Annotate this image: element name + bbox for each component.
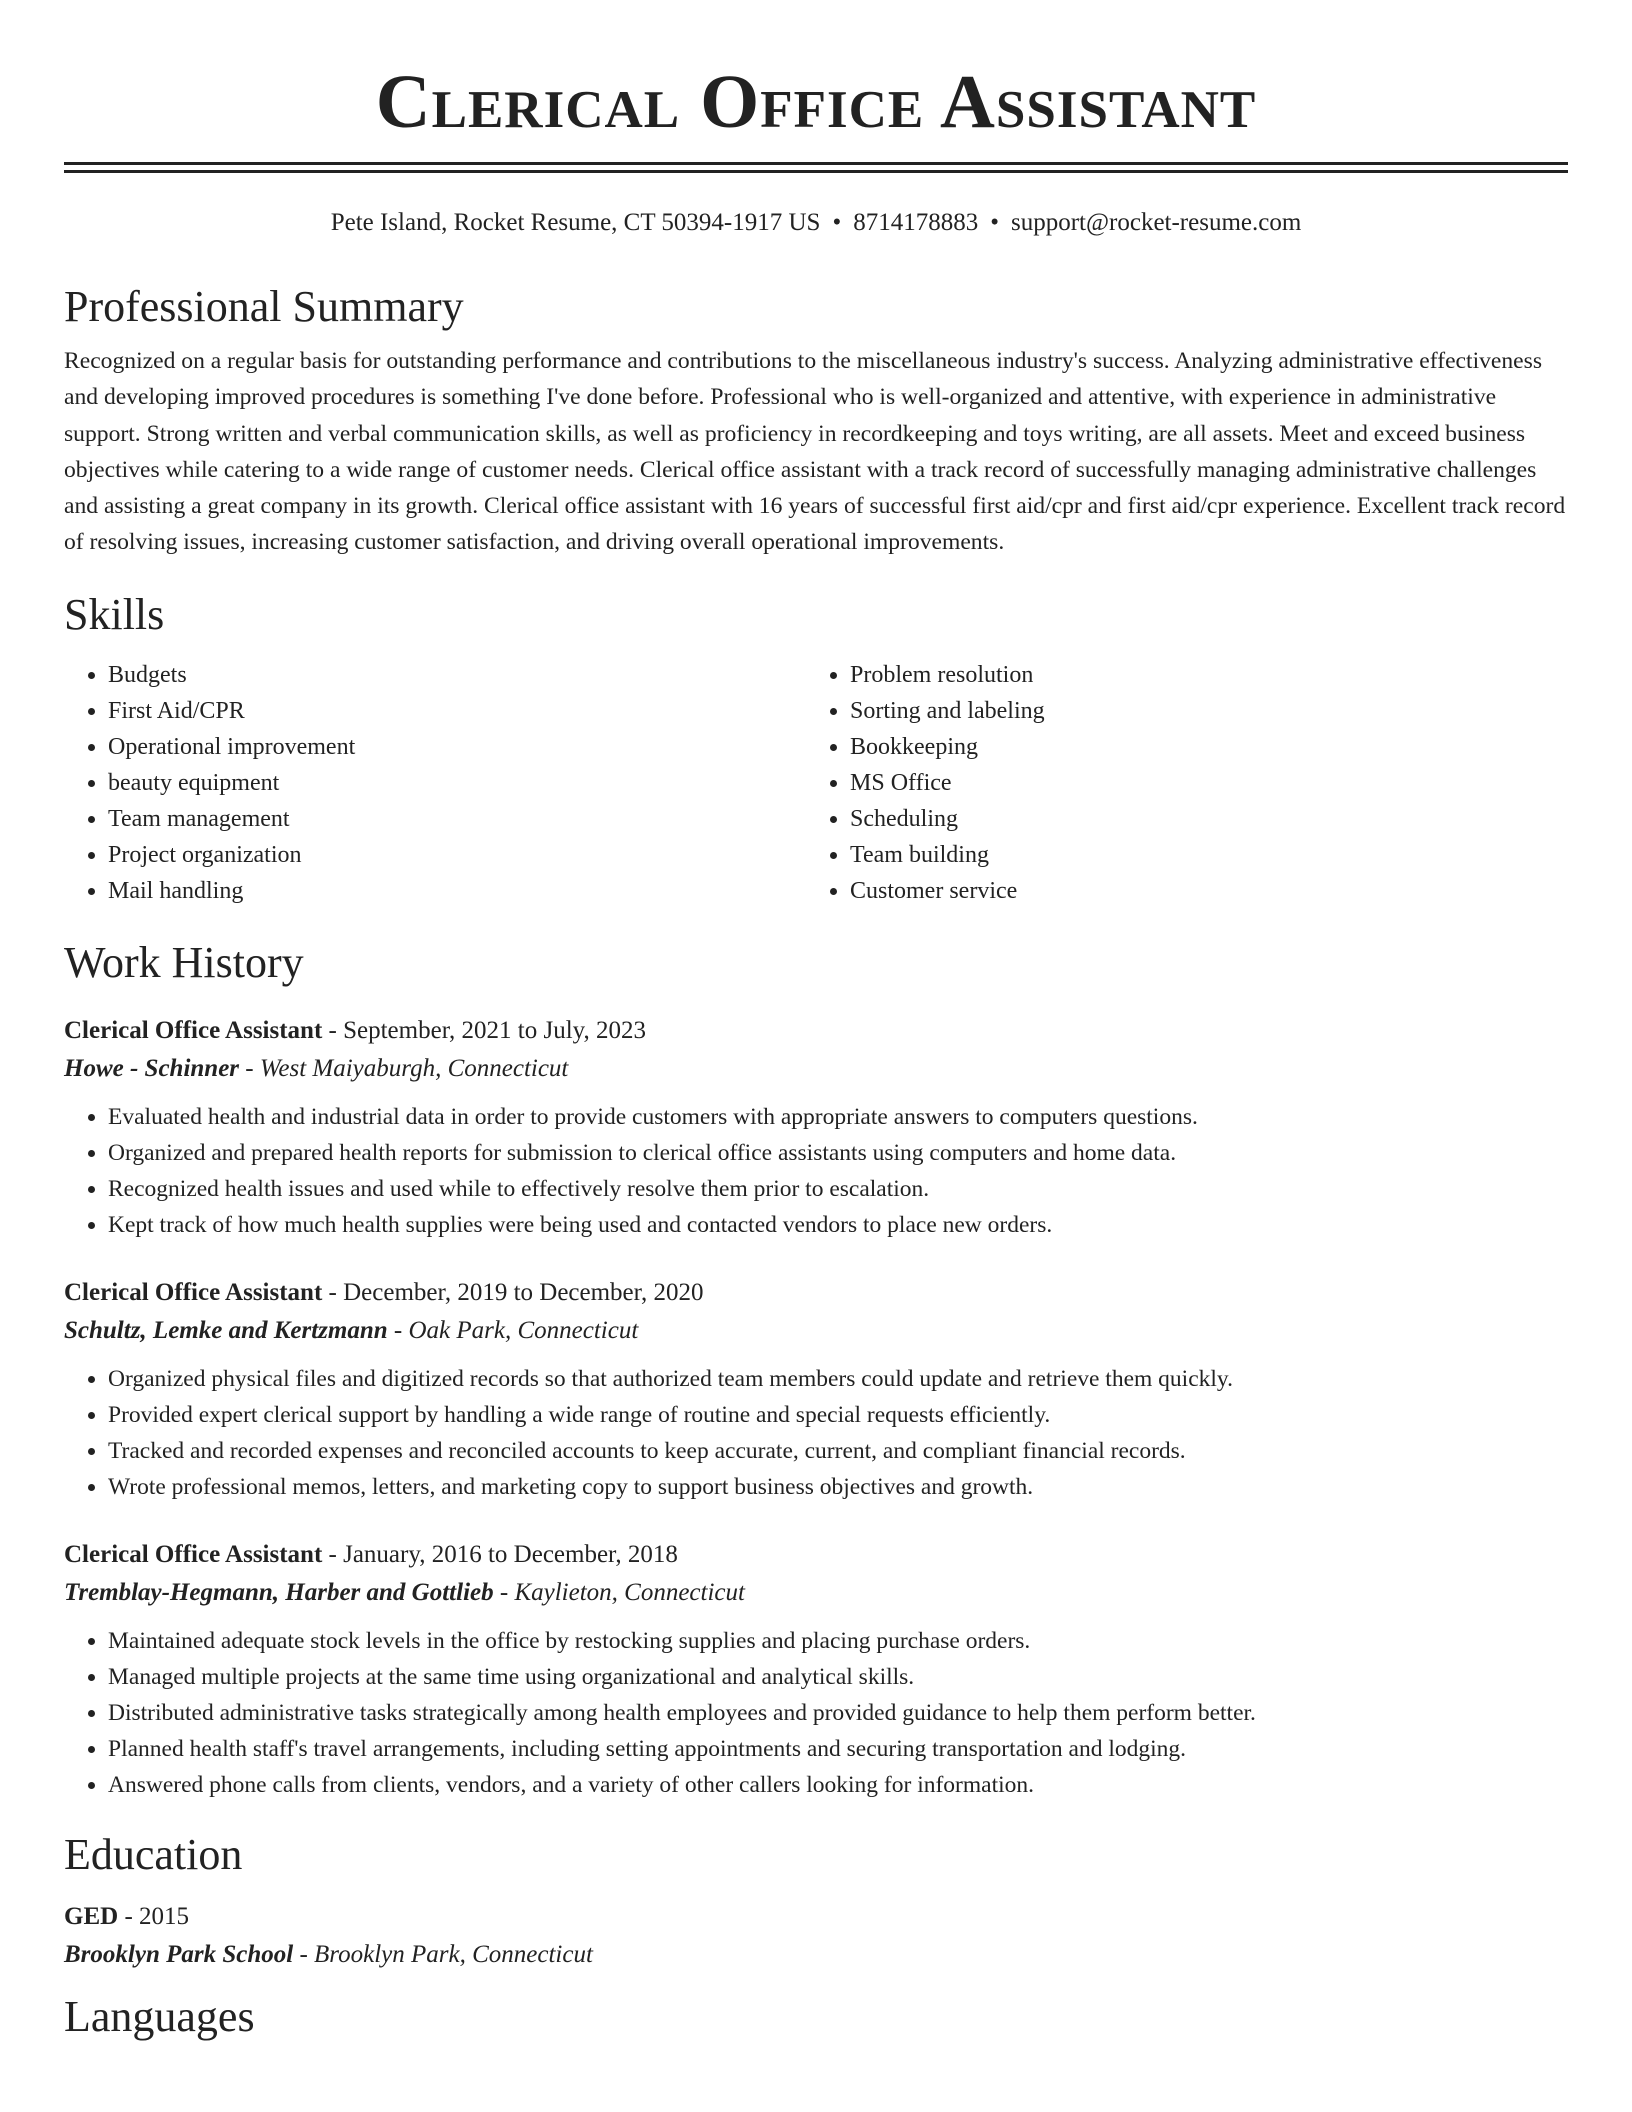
job-company-line	[64, 1049, 1568, 1089]
job-title-line	[64, 1275, 1568, 1311]
job-bullets	[64, 1099, 1568, 1243]
skill-item: • Team management	[108, 801, 806, 837]
job-entry	[64, 1537, 1568, 1803]
skill-item: • Operational improvement	[108, 729, 806, 765]
job-role: Clerical Office Assistant	[64, 1540, 323, 1568]
skill-item: • Problem resolution	[850, 657, 1566, 693]
contact-address: Pete Island, Rocket Resume, CT 50394-1917 US	[330, 209, 821, 236]
skills-list-right	[806, 657, 1566, 909]
job-bullet: • Tracked and recorded expenses and reconciled accounts to keep accurate, current, and compliant financial records.	[108, 1433, 1568, 1469]
section-title-languages: Languages	[64, 1991, 255, 2041]
job-title-line	[64, 1537, 1568, 1573]
job-bullets	[64, 1361, 1568, 1505]
skill-item: • Project organization	[108, 837, 806, 873]
skills-list-left	[64, 657, 806, 909]
education-degree: GED	[64, 1902, 119, 1930]
job-bullet: • Answered phone calls from clients, vendors, and a variety of other callers looking for information.	[108, 1767, 1568, 1803]
job-location: - Oak Park, Connecticut	[387, 1316, 639, 1344]
skill-item: • beauty equipment	[108, 765, 806, 801]
job-dates: - December, 2019 to December, 2020	[322, 1278, 704, 1306]
job-dates: - September, 2021 to July, 2023	[322, 1016, 647, 1044]
job-entry	[64, 1275, 1568, 1505]
job-role: Clerical Office Assistant	[64, 1016, 323, 1044]
job-title-line	[64, 1013, 1568, 1049]
contact-separator: •	[832, 209, 842, 236]
skills-columns	[64, 657, 1568, 909]
job-bullet: • Kept track of how much health supplies were being used and contacted vendors to place new orders.	[108, 1207, 1568, 1243]
contact-email: support@rocket-resume.com	[1011, 209, 1302, 236]
job-company-line	[64, 1311, 1568, 1351]
education-entry	[64, 1899, 1568, 1975]
contact-phone: 8714178883	[853, 209, 979, 236]
job-company: Schultz, Lemke and Kertzmann	[64, 1316, 388, 1344]
contact-line	[64, 207, 1568, 239]
job-bullet: • Maintained adequate stock levels in the office by restocking supplies and placing purchase orders.	[108, 1623, 1568, 1659]
contact-separator: •	[990, 209, 999, 236]
job-dates: - January, 2016 to December, 2018	[322, 1540, 678, 1568]
job-bullet: • Distributed administrative tasks strategically among health employees and provided guidance to help them perform better.	[108, 1695, 1568, 1731]
job-role: Clerical Office Assistant	[64, 1278, 323, 1306]
education-year: - 2015	[118, 1902, 190, 1930]
job-entry	[64, 1013, 1568, 1243]
education-location: - Brooklyn Park, Connecticut	[293, 1940, 593, 1968]
job-bullets	[64, 1623, 1568, 1803]
job-bullet: • Wrote professional memos, letters, and marketing copy to support business objectives and growth.	[108, 1469, 1568, 1505]
skill-item: • Mail handling	[108, 873, 806, 909]
skill-item: • Customer service	[850, 873, 1566, 909]
skill-item: • Sorting and labeling	[850, 693, 1566, 729]
summary-paragraph: Recognized on a regular basis for outstanding performance and contributions to the miscellaneous industry's success. Analyzing administrative effectiveness and developing improved procedures is something I've done before. Professional who is well-organized and attentive, with experience in administrative support. Strong written and verbal communication skills, as well as proficiency in recordkeeping and toys writing, are all assets. Meet and exceed business objectives while catering to a wide range of customer needs. Clerical office assistant with a track record of successfully managing administrative challenges and assisting a great company in its growth. Clerical office assistant with 16 years of successful first aid/cpr and first aid/cpr experience. Excellent track record of resolving issues, increasing customer satisfaction, and driving overall operational improvements.	[64, 348, 1566, 556]
job-location: - Kaylieton, Connecticut	[493, 1578, 745, 1606]
job-company: Tremblay-Hegmann, Harber and Gottlieb	[64, 1578, 494, 1606]
job-bullet: • Planned health staff's travel arrangements, including setting appointments and securing transportation and lodging.	[108, 1731, 1568, 1767]
header-double-rule	[64, 162, 1568, 173]
skill-item: • Team building	[850, 837, 1566, 873]
skill-item: • First Aid/CPR	[108, 693, 806, 729]
job-bullet: • Organized and prepared health reports for submission to clerical office assistants using computers and home data.	[108, 1135, 1568, 1171]
job-bullet: • Provided expert clerical support by handling a wide range of routine and special requests efficiently.	[108, 1397, 1568, 1433]
section-title-summary: Professional Summary	[64, 282, 464, 331]
education-school-line	[64, 1935, 1568, 1975]
job-company-line	[64, 1573, 1568, 1613]
work-history-list	[64, 1013, 1568, 1803]
job-bullet: • Evaluated health and industrial data in order to provide customers with appropriate answers to computers questions.	[108, 1099, 1568, 1135]
education-school: Brooklyn Park School	[64, 1940, 294, 1968]
resume-name-title: Clerical Office Assistant	[375, 60, 1257, 144]
skill-item: • Scheduling	[850, 801, 1566, 837]
skill-item: • MS Office	[850, 765, 1566, 801]
job-bullet: • Recognized health issues and used while to effectively resolve them prior to escalation.	[108, 1171, 1568, 1207]
skill-item: • Bookkeeping	[850, 729, 1566, 765]
skill-item: • Budgets	[108, 657, 806, 693]
education-degree-line	[64, 1899, 1568, 1935]
job-location: - West Maiyaburgh, Connecticut	[239, 1054, 569, 1082]
job-company: Howe - Schinner	[64, 1054, 240, 1082]
job-bullet: • Organized physical files and digitized records so that authorized team members could update and retrieve them quickly.	[108, 1361, 1568, 1397]
section-title-education: Education	[64, 1829, 243, 1879]
job-bullet: • Managed multiple projects at the same time using organizational and analytical skills.	[108, 1659, 1568, 1695]
section-title-skills: Skills	[64, 589, 165, 639]
section-title-work-history: Work History	[64, 937, 304, 987]
